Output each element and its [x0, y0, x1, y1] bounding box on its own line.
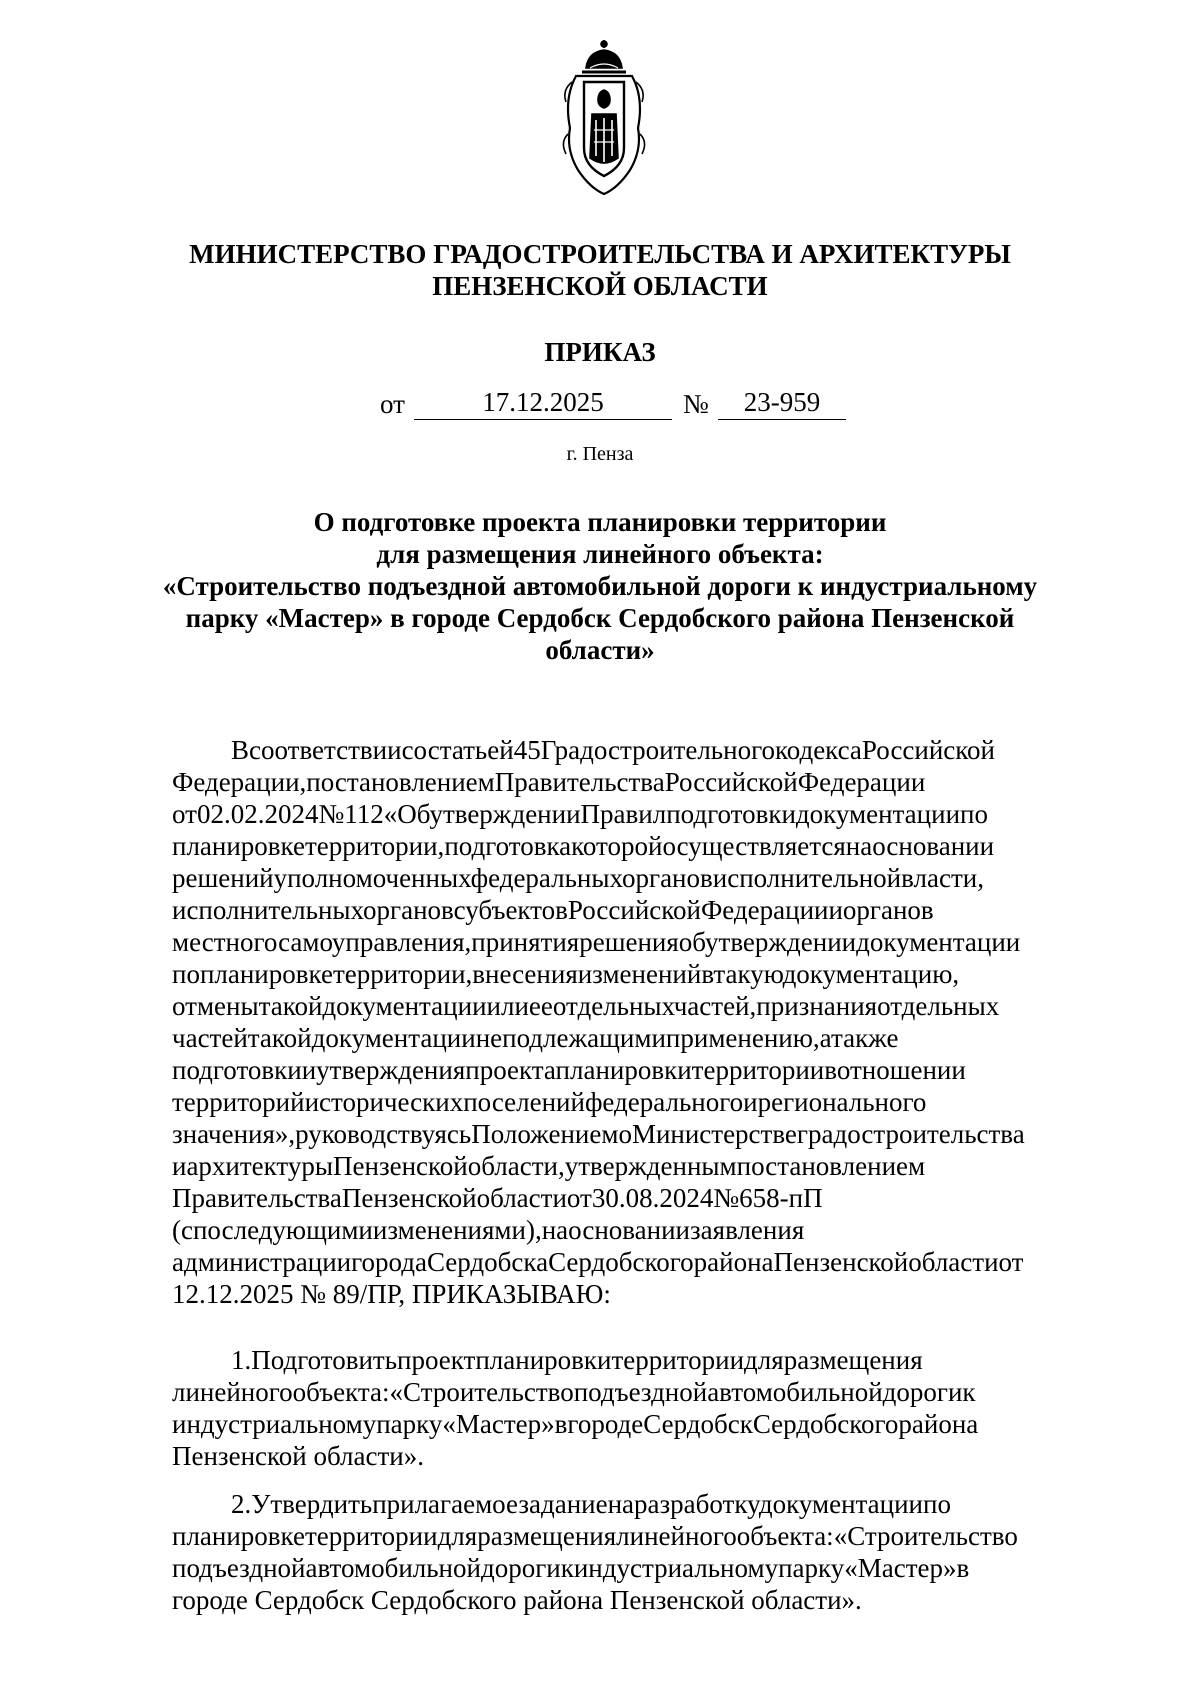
order-reference-line	[0, 386, 1200, 422]
text-line: отменытакойдокументацииилиееотдельныхчастей,признанияотдельных	[172, 991, 1000, 1021]
text-line: значения»,руководствуясьПоложениемоМинистерствеградостроительства	[172, 1119, 1025, 1149]
text-line: Пензенской области».	[172, 1441, 424, 1471]
text-line: (споследующимиизменениями),наоснованиизаявления	[172, 1215, 805, 1245]
order-subject	[160, 506, 1040, 666]
text-line: территорийисторическихпоселенийфедеральногоирегионального	[172, 1087, 927, 1117]
text-line: администрациигородаСердобскаСердобскогорайонаПензенскойобластиот	[172, 1247, 1024, 1277]
text-line: 12.12.2025 № 89/ПР, ПРИКАЗЫВАЮ:	[172, 1279, 611, 1309]
text-line: Федерации,постановлениемПравительстваРоссийскойФедерации	[172, 767, 926, 797]
text-line: решенийуполномоченныхфедеральныхоргановисполнительнойвласти,	[172, 863, 984, 893]
text-line: 1.Подготовитьпроектпланировкитерриториидляразмещения	[231, 1345, 923, 1375]
penza-region-coat-of-arms-icon	[560, 38, 648, 196]
subject-line: О подготовке проекта планировки территории	[313, 507, 887, 537]
text-line: подготовкииутвержденияпроектапланировкитерриториивотношении	[172, 1055, 966, 1085]
city-name: г. Пенза	[566, 443, 634, 465]
ministry-name-line-2: ПЕНЗЕНСКОЙ ОБЛАСТИ	[432, 271, 768, 301]
text-line: городе Сердобск Сердобского района Пензенской области».	[172, 1585, 862, 1615]
order-number: 23-959	[718, 386, 846, 420]
text-line: от02.02.2024№112«ОбутвержденииПравилподготовкидокументациипо	[172, 799, 988, 829]
text-line: планировкетерриториидляразмещениялинейногообъекта:«Строительство	[172, 1521, 1018, 1551]
number-label: №	[683, 389, 709, 419]
text-line: Всоответствиисостатьей45ГрадостроительногокодексаРоссийской	[231, 735, 995, 765]
order-item-2	[172, 1488, 1117, 1616]
subject-line: области»	[545, 635, 655, 665]
text-line: индустриальномупарку«Мастер»вгородеСердобскСердобскогорайона	[172, 1409, 979, 1439]
text-line: подъезднойавтомобильнойдорогикиндустриальномупарку«Мастер»в	[172, 1553, 970, 1583]
ministry-name-line-1: МИНИСТЕРСТВО ГРАДОСТРОИТЕЛЬСТВА И АРХИТЕКТУРЫ	[189, 239, 1011, 269]
text-line: исполнительныхоргановсубъектовРоссийскойФедерациииорганов	[172, 895, 934, 925]
text-line: 2.Утвердитьприлагаемоезаданиенаразработкудокументациипо	[231, 1489, 951, 1519]
document-type-title: ПРИКАЗ	[544, 337, 656, 367]
text-line: иархитектурыПензенскойобласти,утвержденнымпостановлением	[172, 1151, 926, 1181]
subject-line: «Строительство подъездной автомобильной дороги к индустриальному	[162, 571, 1038, 601]
text-line: линейногообъекта:«Строительствоподъезднойавтомобильнойдорогик	[172, 1377, 976, 1407]
subject-line: парку «Мастер» в городе Сердобск Сердобского района Пензенской	[185, 603, 1015, 633]
text-line: местногосамоуправления,принятиярешенияобутверждениидокументации	[172, 927, 1021, 957]
subject-line: для размещения линейного объекта:	[376, 539, 824, 569]
text-line: планировкетерритории,подготовкакоторойосуществляетсянаосновании	[172, 831, 995, 861]
date-label: от	[380, 389, 405, 419]
text-line: частейтакойдокументациинеподлежащимиприменению,атакже	[172, 1023, 899, 1053]
preamble-paragraph	[172, 734, 1117, 1310]
order-item-1	[172, 1344, 1117, 1472]
text-line: попланировкетерритории,внесенияизмененийвтакуюдокументацию,	[172, 959, 960, 989]
order-date: 17.12.2025	[414, 386, 672, 420]
text-line: ПравительстваПензенскойобластиот30.08.2024№658-пП	[172, 1183, 823, 1213]
